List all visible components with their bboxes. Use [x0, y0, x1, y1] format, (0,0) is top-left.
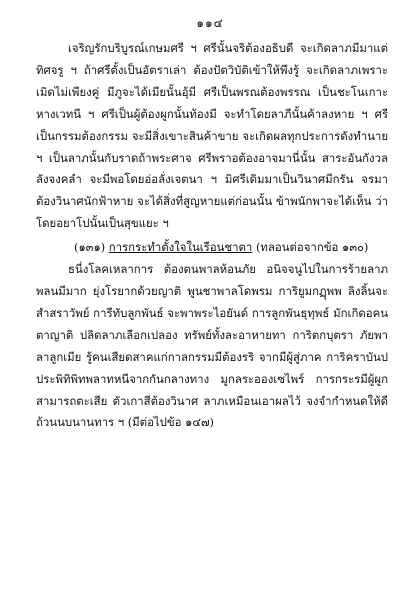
paragraph-continued-verse: เจริญรักบริบูรณ์เกษมศรี ฯ ศรีนั้นจริต้องอธิบดี จะเกิดลาภมีมาแต่ทิศจรู ฯ ถ้าศรีตั้งเป็นอัตราเล่า ต้องปัตวิบัติเข้าให้พึงรู้ จะเกิดลาภเพราะเมิดไม่เพียงคู่ มีภูจะได้เมียนั้นอุ้มี ศรีเป็นพรณต้องพรรณ เป็นชะโนเกาะหางเวทนี ฯ ศรีเป็นผู้ต้องผูกนั้นท้องมี จะทำโดยลาภีนั้นค้าลงหาย ฯ ศรีเป็นกรรมต้องกรรม จะมีสิ่งเขาะสินค้าขาย จะเกิดผลทุกประการดังทำนาย ฯ เป็นลาภนั้นกับราดถ้าพระศาจ ศรีพราอต้องอาจมานี่นั้น สาระอันกังวลลังจงคลำ จะมีพอโดยอ่อลั่งเจตนา ฯ มิศรีเดิมมาเป็นวินาศมีกรัน จรมาต้องวินาศนักฟ้าหาย จะได้สิ่งที่สูญหายแต่ก่อนนั้น ข้าพนักพาจะได้เห็น ว่าโดยอยาโปนั้นเป็นสุขแยะ ฯ — [36, 41, 388, 231]
page-number: ๑๑๔ — [196, 16, 224, 30]
section-note: (ทลอนต่อจากข้อ ๑๓๐) — [255, 240, 369, 255]
section-title: การกระทำตั้งใจในเรือนชาตา — [108, 240, 253, 255]
document-body — [36, 38, 388, 434]
section-heading — [36, 237, 388, 259]
paragraph-section-body: ธนี่งโลคเหลาการ ต้องตนพาลห้อนภัย อนิจจนูไปในการร้ายลาภพลนมีมาก ยุ่งโรยากด้วยญาติ พูนชาพาลโดพรม การิยูมกฏุพพ ลิงลิ้นจะสำสราวัพย์ การีทับลูกพันธ์ จะพาพระไอยันด์ การลูกพันธุทุพธ์ มักเกิดอคนตาญาติ ปลิดลาภเลือกเปลอง ทรัพย์ทั้งละอาหายทา การิตกบุตรา ภัยพาลาลูกเมีย รู้คนเสียดสาคแก่กาลกรรมมีต้องรริ จากมีผู้สู่ภาค การิคราบันป ประพิทิพิทพลาทหนีจากกันกลางทาง มูกลระอองเซไพร์ การกระรมีผู้ผูก สามารถตะเสีย ตัวเกาสีต้องวินาศ ลาภเหมือนเอาผลไว้ จงจำกำหนดให้ดีถ้วนนบนานทาร ฯ (มีต่อไปข้อ ๑๔๗) — [36, 262, 388, 430]
section-number: (๑๓๑) — [74, 240, 106, 255]
